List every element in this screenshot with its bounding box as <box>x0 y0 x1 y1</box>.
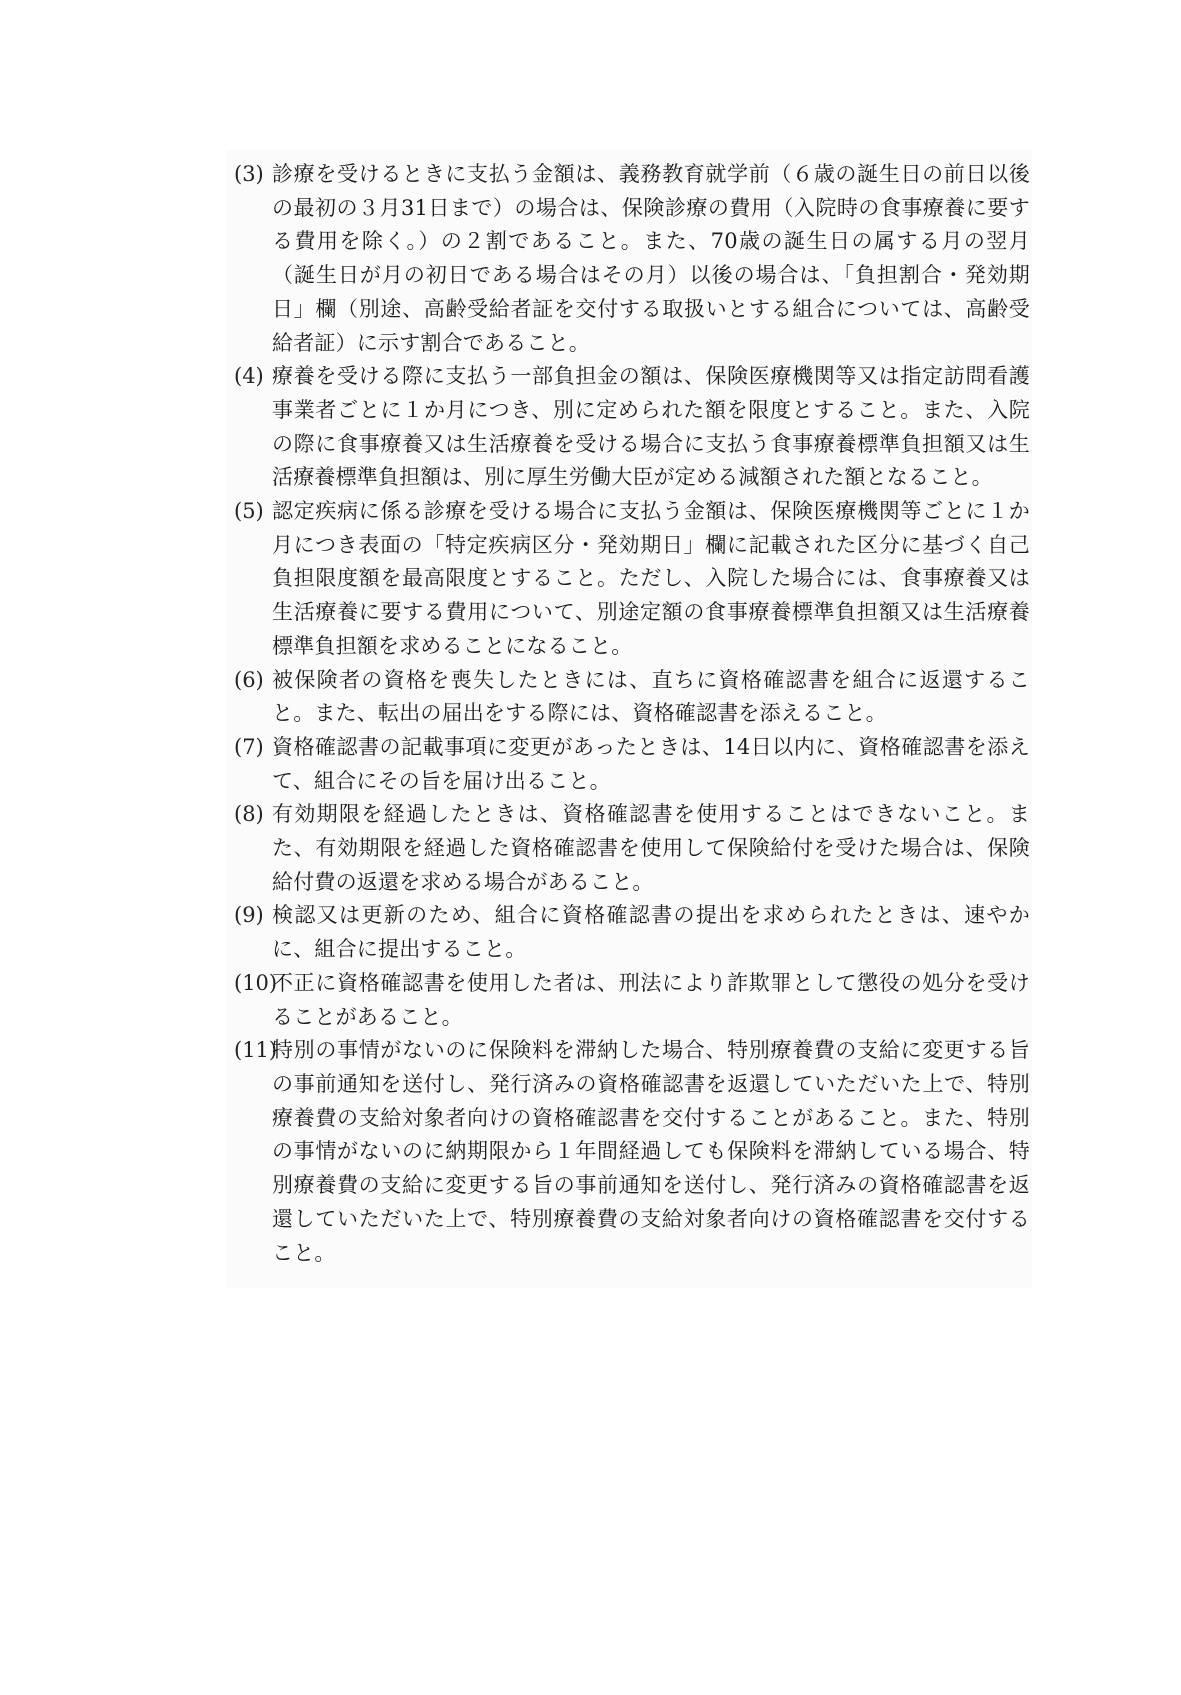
item-text: 認定疾病に係る診療を受ける場合に支払う金額は、保険医療機関等ごとに１か月につき表面の「特定疾病区分・発効期日」欄に記載された区分に基づく自己負担限度額を最高限度とすること。ただし、入院した場合には、食事療養又は生活療養に要する費用について、別途定額の食事療養標準負担額又は生活療養標準負担額を求めることになること。 <box>272 499 1030 658</box>
list-item <box>234 899 1030 966</box>
item-number: (9) <box>234 903 264 928</box>
list-item <box>234 495 1030 664</box>
list-item <box>234 798 1030 899</box>
numbered-list <box>234 158 1030 1270</box>
item-text: 不正に資格確認書を使用した者は、刑法により詐欺罪として懲役の処分を受けることがあること。 <box>272 970 1030 1029</box>
item-text: 特別の事情がないのに保険料を滞納した場合、特別療養費の支給に変更する旨の事前通知を送付し、発行済みの資格確認書を返還していただいた上で、特別療養費の支給対象者向けの資格確認書を交付することがあること。また、特別の事情がないのに納期限から１年間経過しても保険料を滞納している場合、特別療養費の支給に変更する旨の事前通知を送付し、発行済みの資格確認書を返還していただいた上で、特別療養費の支給対象者向けの資格確認書を交付すること。 <box>272 1038 1030 1265</box>
list-item <box>234 360 1030 495</box>
item-number: (6) <box>234 667 264 692</box>
list-item <box>234 967 1030 1034</box>
item-number: (8) <box>234 802 264 827</box>
list-item <box>234 664 1030 731</box>
item-text: 検認又は更新のため、組合に資格確認書の提出を求められたときは、速やかに、組合に提出すること。 <box>272 903 1030 962</box>
list-item <box>234 1034 1030 1270</box>
item-text: 被保険者の資格を喪失したときには、直ちに資格確認書を組合に返還すること。また、転出の届出をする際には、資格確認書を添えること。 <box>272 667 1030 726</box>
item-text: 療養を受ける際に支払う一部負担金の額は、保険医療機関等又は指定訪問看護事業者ごとに１か月につき、別に定められた額を限度とすること。また、入院の際に食事療養又は生活療養を受ける場合に支払う食事療養標準負担額又は生活療養標準負担額は、別に厚生労働大臣が定める減額された額となること。 <box>272 364 1030 490</box>
item-number: (3) <box>234 162 264 186</box>
item-text: 診療を受けるときに支払う金額は、義務教育就学前（６歳の誕生日の前日以後の最初の３月31日まで）の場合は、保険診療の費用（入院時の食事療養に要する費用を除く。）の２割であること。また、70歳の誕生日の属する月の翌月（誕生日が月の初日である場合はその月）以後の場合は、「負担割合・発効期日」欄（別途、高齢受給者証を交付する取扱いとする組合については、高齢受給者証）に示す割合であること。 <box>272 162 1030 355</box>
item-number: (7) <box>234 734 264 759</box>
item-text: 資格確認書の記載事項に変更があったときは、14日以内に、資格確認書を添えて、組合にその旨を届け出ること。 <box>272 734 1030 793</box>
item-number: (11) <box>234 1038 278 1063</box>
item-number: (4) <box>234 364 264 389</box>
list-item <box>234 158 1030 360</box>
item-number: (10) <box>234 970 278 995</box>
list-item <box>234 731 1030 798</box>
notice-text-block <box>226 150 1032 1288</box>
item-number: (5) <box>234 499 264 524</box>
item-text: 有効期限を経過したときは、資格確認書を使用することはできないこと。また、有効期限を経過した資格確認書を使用して保険給付を受けた場合は、保険給付費の返還を求める場合があること。 <box>272 802 1030 894</box>
